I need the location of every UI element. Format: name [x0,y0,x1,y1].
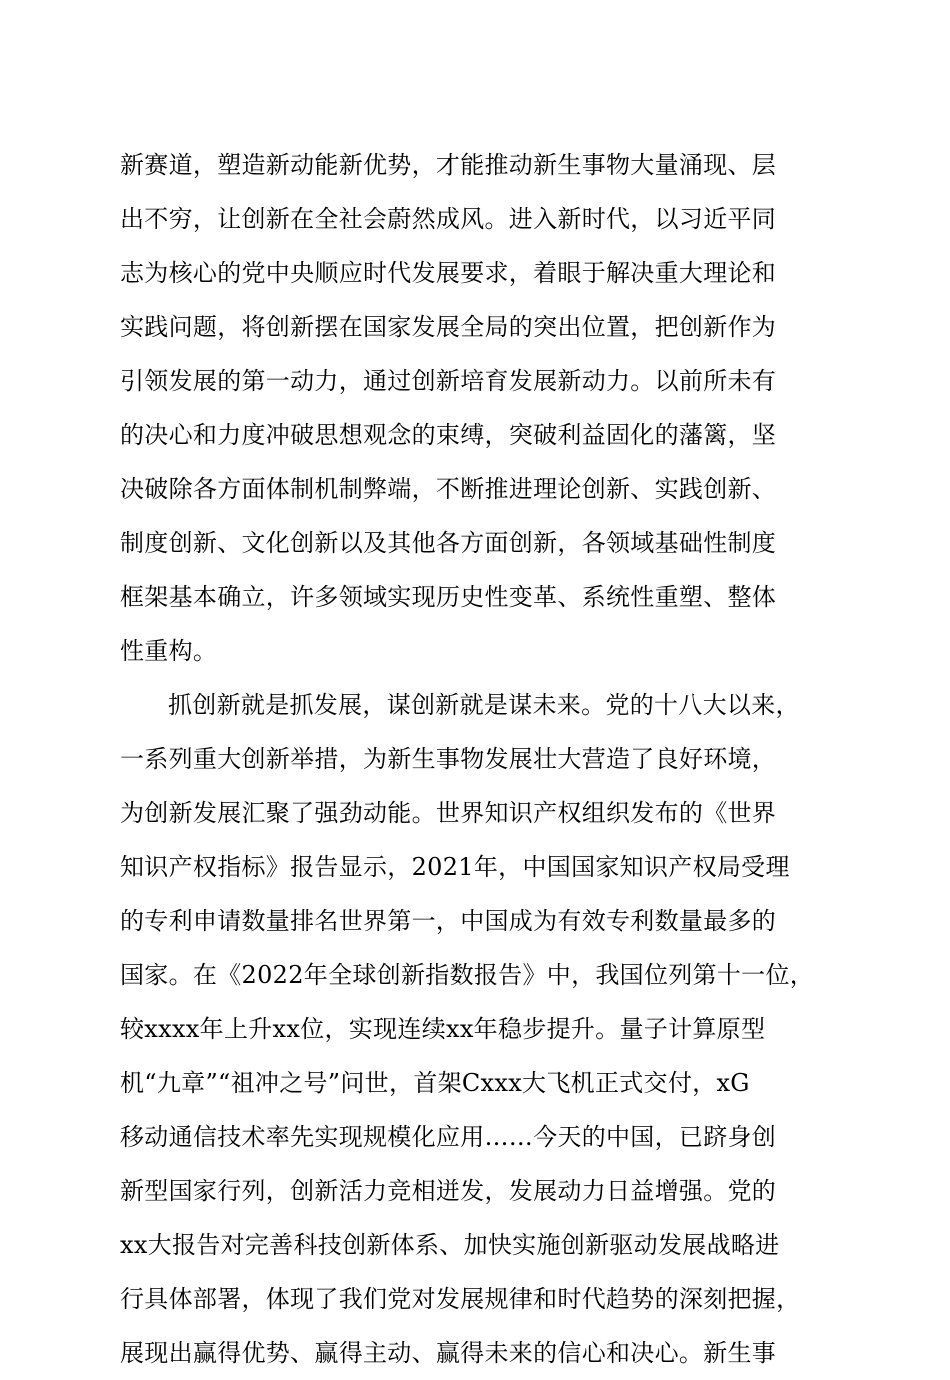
paragraph-line: 机“九章”“祖冲之号”问世，首架Cxxx大飞机正式交付，xG [120,1069,750,1097]
paragraph-line: 抓创新就是抓发展，谋创新就是谋未来。党的十八大以来， [168,691,800,719]
paragraph-line: 行具体部署，体现了我们党对发展规律和时代趋势的深刻把握， [120,1285,801,1313]
paragraph-line: 出不穷，让创新在全社会蔚然成风。进入新时代，以习近平同 [120,205,777,233]
paragraph-line: 性重构。 [120,637,218,665]
paragraph-1 [120,138,830,678]
paragraph-line: 新赛道，塑造新动能新优势，才能推动新生事物大量涌现、层 [120,151,777,179]
paragraph-line: 的决心和力度冲破思想观念的束缚，突破利益固化的藩篱，坚 [120,421,777,449]
paragraph-line: 制度创新、文化创新以及其他各方面创新，各领域基础性制度 [120,529,777,557]
paragraph-line: 为创新发展汇聚了强劲动能。世界知识产权组织发布的《世界 [120,799,777,827]
paragraph-line: 的专利申请数量排名世界第一，中国成为有效专利数量最多的 [120,907,777,935]
paragraph-line: 新型国家行列，创新活力竞相迸发，发展动力日益增强。党的 [120,1177,777,1205]
paragraph-line: 实践问题，将创新摆在国家发展全局的突出位置，把创新作为 [120,313,777,341]
paragraph-line: 较xxxx年上升xx位，实现连续xx年稳步提升。量子计算原型 [120,1015,766,1043]
paragraph-line: 移动通信技术率先实现规模化应用……今天的中国，已跻身创 [120,1123,777,1151]
paragraph-line: 展现出赢得优势、赢得主动、赢得未来的信心和决心。新生事 [120,1339,777,1367]
paragraph-2 [120,678,830,1380]
paragraph-line: 框架基本确立，许多领域实现历史性变革、系统性重塑、整体 [120,583,777,611]
paragraph-line: 一系列重大创新举措，为新生事物发展壮大营造了良好环境， [120,745,777,773]
paragraph-line: 引领发展的第一动力，通过创新培育发展新动力。以前所未有 [120,367,777,395]
paragraph-line: 知识产权指标》报告显示，2021年，中国国家知识产权局受理 [120,853,790,881]
paragraph-line: 国家。在《2022年全球创新指数报告》中，我国位列第十一位， [120,961,815,989]
paragraph-line: 志为核心的党中央顺应时代发展要求，着眼于解决重大理论和 [120,259,777,287]
paragraph-line: 决破除各方面体制机制弊端，不断推进理论创新、实践创新、 [120,475,777,503]
document-body [120,138,830,1380]
paragraph-line: xx大报告对完善科技创新体系、加快实施创新驱动发展战略进 [120,1231,780,1259]
